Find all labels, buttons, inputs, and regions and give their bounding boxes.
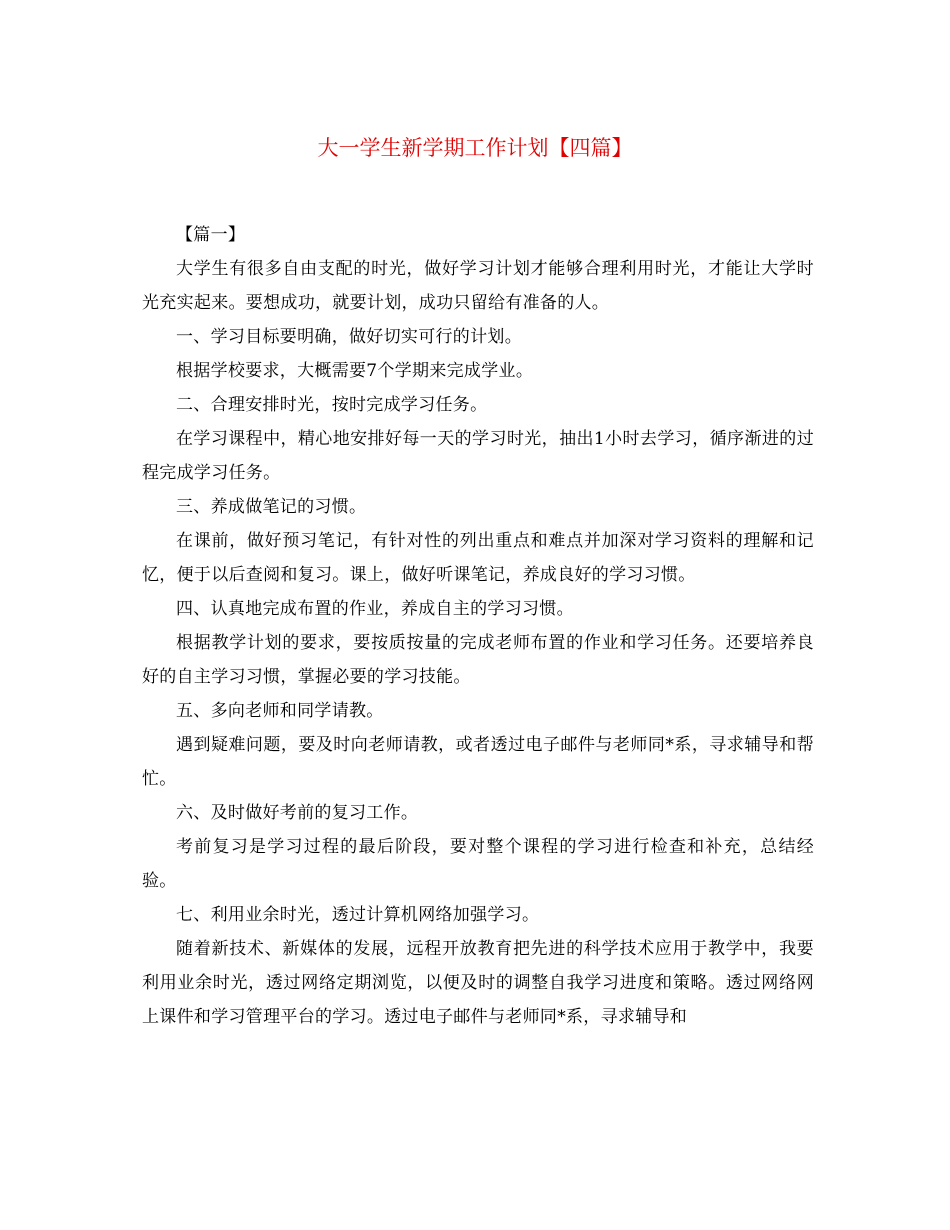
heading-item: 一、学习目标要明确，做好切实可行的计划。 — [176, 327, 522, 347]
paragraph: 大学生有很多自由支配的时光，做好学习计划才能够合理利用时光，才能让大学时光充实起来。要想成功，就要计划，成功只留给有准备的人。 — [142, 259, 814, 313]
heading-item: 二、合理安排时光，按时完成学习任务。 — [176, 395, 488, 415]
paragraph: 考前复习是学习过程的最后阶段，要对整个课程的学习进行检查和补充，总结经验。 — [142, 837, 814, 891]
heading-item: 七、利用业余时光，透过计算机网络加强学习。 — [176, 905, 540, 925]
paragraph: 根据学校要求，大概需要7个学期来完成学业。 — [176, 361, 534, 381]
heading-item: 三、养成做笔记的习惯。 — [176, 497, 367, 517]
paragraph: 随着新技术、新媒体的发展，远程开放教育把先进的科学技术应用于教学中，我要利用业余时光，透过网络定期浏览，以便及时的调整自我学习进度和策略。透过网络网上课件和学习管理平台的学习。透过电子邮件与老师同*系，寻求辅导和 — [142, 939, 814, 1027]
heading-item: 五、多向老师和同学请教。 — [176, 701, 384, 721]
paragraph: 遇到疑难问题，要及时向老师请教，或者透过电子邮件与老师同*系，寻求辅导和帮忙。 — [142, 735, 814, 789]
section-label: 【篇一】 — [176, 225, 246, 245]
heading-item: 四、认真地完成布置的作业，养成自主的学习习惯。 — [176, 599, 574, 619]
paragraph: 在课前，做好预习笔记，有针对性的列出重点和难点并加深对学习资料的理解和记忆，便于以后查阅和复习。课上，做好听课笔记，养成良好的学习习惯。 — [142, 531, 814, 585]
paragraph: 根据教学计划的要求，要按质按量的完成老师布置的作业和学习任务。还要培养良好的自主学习习惯，掌握必要的学习技能。 — [142, 633, 814, 687]
heading-item: 六、及时做好考前的复习工作。 — [176, 803, 419, 823]
document-title: 大一学生新学期工作计划【四篇】 — [317, 136, 633, 160]
paragraph: 在学习课程中，精心地安排好每一天的学习时光，抽出1小时去学习，循序渐进的过程完成学习任务。 — [142, 429, 814, 483]
document-body — [142, 218, 814, 1034]
